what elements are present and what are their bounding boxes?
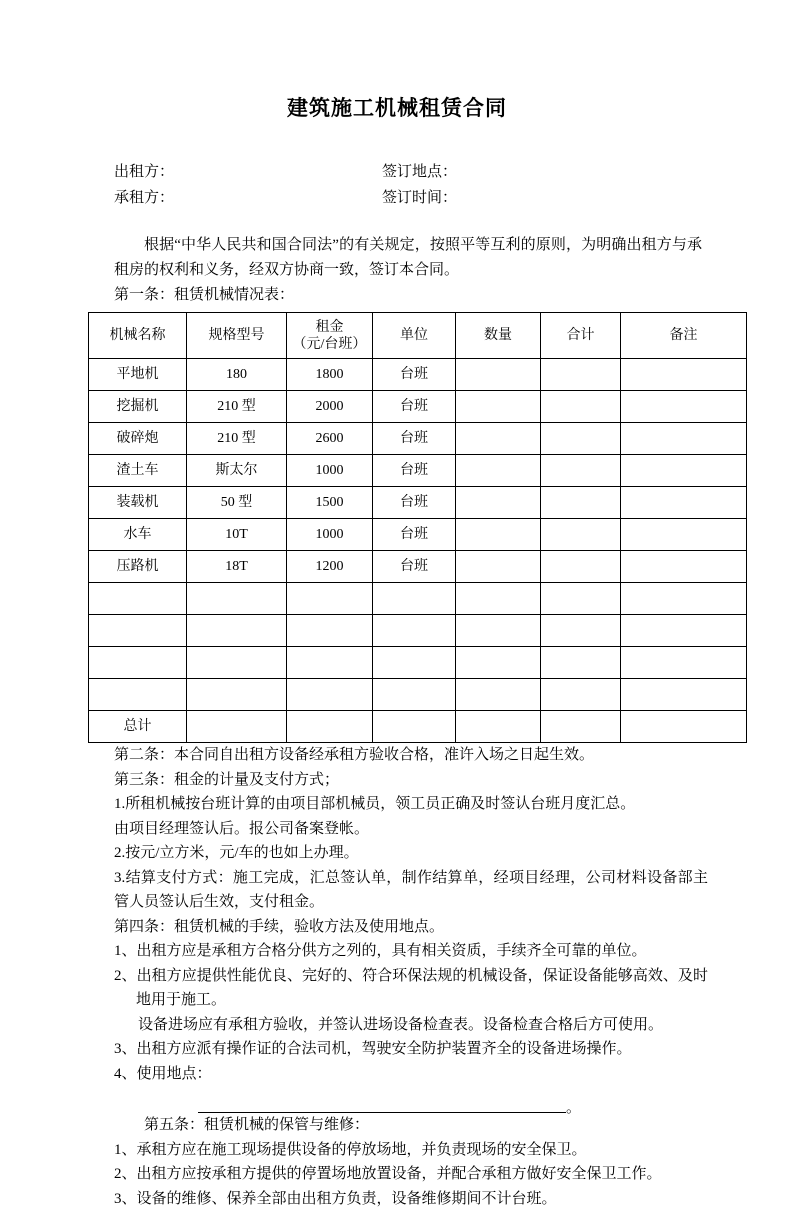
cell-summary-total[interactable] xyxy=(541,711,621,743)
cell-machine-name[interactable]: 破碎炮 xyxy=(89,423,187,455)
usage-location-period: 。 xyxy=(566,1100,582,1117)
clauses-body xyxy=(48,743,746,1086)
cell-rent[interactable]: 1000 xyxy=(287,519,373,551)
table-row xyxy=(89,615,747,647)
cell-spec[interactable]: 10T xyxy=(187,519,287,551)
clause-three-title: 第三条：租金的计量及支付方式； xyxy=(114,771,340,788)
cell-machine-name[interactable] xyxy=(89,615,187,647)
cell-qty[interactable] xyxy=(456,391,541,423)
cell-total[interactable] xyxy=(541,519,621,551)
cell-total[interactable] xyxy=(541,487,621,519)
clause-five-title: 第五条：租赁机械的保管与维修： xyxy=(144,1117,370,1134)
cell-remark[interactable] xyxy=(621,423,747,455)
cell-qty[interactable] xyxy=(456,679,541,711)
table-row xyxy=(89,519,747,551)
cell-machine-name[interactable]: 压路机 xyxy=(89,551,187,583)
cell-spec[interactable]: 18T xyxy=(187,551,287,583)
th-rent-line2: （元/台班） xyxy=(292,336,367,352)
cell-rent[interactable]: 1200 xyxy=(287,551,373,583)
table-row xyxy=(89,583,747,615)
rental-table-wrap xyxy=(48,312,746,743)
clause-three-item-2: 2.按元/立方米，元/车的也如上办理。 xyxy=(114,845,359,862)
cell-spec[interactable]: 斯太尔 xyxy=(187,455,287,487)
cell-remark[interactable] xyxy=(621,487,747,519)
cell-qty[interactable] xyxy=(456,647,541,679)
usage-location-input[interactable] xyxy=(198,1099,566,1113)
rental-machinery-table xyxy=(88,312,747,743)
cell-remark[interactable] xyxy=(621,583,747,615)
cell-remark[interactable] xyxy=(621,679,747,711)
th-rent xyxy=(287,313,373,359)
cell-unit[interactable] xyxy=(373,583,456,615)
clause-four-item-2: 2、出租方应提供性能优良、完好的、符合环保法规的机械设备，保证设备能够高效、及时地用于施工。 xyxy=(114,967,708,1009)
cell-machine-name[interactable]: 渣土车 xyxy=(89,455,187,487)
cell-rent[interactable]: 1500 xyxy=(287,487,373,519)
cell-remark[interactable] xyxy=(621,391,747,423)
clause-four-title: 第四条：租赁机械的手续，验收方法及使用地点。 xyxy=(114,918,445,935)
clause-three-item-1b: 由项目经理签认后。报公司备案登帐。 xyxy=(114,820,370,837)
clause-four-item-4: 4、使用地点： xyxy=(114,1065,212,1082)
cell-total[interactable] xyxy=(541,391,621,423)
party-header-block xyxy=(48,159,746,211)
cell-summary-label: 总计 xyxy=(89,711,187,743)
cell-unit[interactable]: 台班 xyxy=(373,423,456,455)
cell-summary-qty[interactable] xyxy=(456,711,541,743)
th-quantity: 数量 xyxy=(456,313,541,359)
cell-unit[interactable]: 台班 xyxy=(373,551,456,583)
cell-qty[interactable] xyxy=(456,519,541,551)
cell-rent[interactable] xyxy=(287,647,373,679)
cell-machine-name[interactable] xyxy=(89,647,187,679)
cell-summary-remark[interactable] xyxy=(621,711,747,743)
lessee-label: 承租方： xyxy=(114,190,175,207)
table-row xyxy=(89,423,747,455)
cell-qty[interactable] xyxy=(456,423,541,455)
cell-machine-name[interactable] xyxy=(89,583,187,615)
cell-total[interactable] xyxy=(541,551,621,583)
th-spec-model: 规格型号 xyxy=(187,313,287,359)
cell-unit[interactable] xyxy=(373,647,456,679)
clause-four-item-1: 1、出租方应是承租方合格分供方之列的，具有相关资质，手续齐全可靠的单位。 xyxy=(114,943,647,960)
cell-rent[interactable]: 2600 xyxy=(287,423,373,455)
cell-remark[interactable] xyxy=(621,615,747,647)
cell-unit[interactable]: 台班 xyxy=(373,455,456,487)
th-rent-line1: 租金 xyxy=(315,319,344,335)
clause-five-item-1: 1、承租方应在施工现场提供设备的停放场地，并负责现场的安全保卫。 xyxy=(114,1141,587,1158)
cell-machine-name[interactable]: 水车 xyxy=(89,519,187,551)
cell-qty[interactable] xyxy=(456,359,541,391)
cell-spec[interactable] xyxy=(187,583,287,615)
cell-total[interactable] xyxy=(541,679,621,711)
cell-rent[interactable] xyxy=(287,615,373,647)
table-row xyxy=(89,359,747,391)
clause-three-item-3: 3.结算支付方式：施工完成，汇总签认单，制作结算单，经项目经理，公司材料设备部主管人员签认后生效，支付租金。 xyxy=(114,869,708,911)
cell-rent[interactable] xyxy=(287,583,373,615)
cell-total[interactable] xyxy=(541,583,621,615)
party-row xyxy=(114,185,746,211)
signing-time-label: 签订时间： xyxy=(382,190,458,207)
cell-qty[interactable] xyxy=(456,551,541,583)
cell-summary-rent[interactable] xyxy=(287,711,373,743)
cell-machine-name[interactable] xyxy=(89,679,187,711)
clause-two: 第二条：本合同自出租方设备经承租方验收合格，准许入场之日起生效。 xyxy=(114,747,595,764)
page-title: 建筑施工机械租赁合同 xyxy=(287,97,507,120)
cell-total[interactable] xyxy=(541,455,621,487)
usage-location-fill-row xyxy=(48,1086,746,1117)
table-row xyxy=(89,455,747,487)
th-remark: 备注 xyxy=(621,313,747,359)
cell-spec[interactable]: 210 型 xyxy=(187,423,287,455)
table-row xyxy=(89,391,747,423)
table-row xyxy=(89,647,747,679)
cell-unit[interactable]: 台班 xyxy=(373,391,456,423)
cell-machine-name[interactable]: 挖掘机 xyxy=(89,391,187,423)
table-row xyxy=(89,551,747,583)
cell-spec[interactable]: 180 xyxy=(187,359,287,391)
lessor-label: 出租方： xyxy=(114,164,175,181)
cell-total[interactable] xyxy=(541,647,621,679)
intro-paragraph: 根据“中华人民共和国合同法”的有关规定，按照平等互利的原则，为明确出租方与承租房的权利和义务，经双方协商一致，签订本合同。 xyxy=(114,237,702,279)
cell-remark[interactable] xyxy=(621,455,747,487)
cell-rent[interactable]: 2000 xyxy=(287,391,373,423)
cell-qty[interactable] xyxy=(456,583,541,615)
table-summary-row xyxy=(89,711,747,743)
clause-four-item-2b: 设备进场应有承租方验收，并签认进场设备检查表。设备检查合格后方可使用。 xyxy=(138,1016,664,1033)
clause-five-body xyxy=(48,1113,746,1211)
clause-three-item-1: 1.所租机械按台班计算的由项目部机械员，领工员正确及时签认台班月度汇总。 xyxy=(114,796,636,813)
cell-total[interactable] xyxy=(541,359,621,391)
cell-total[interactable] xyxy=(541,423,621,455)
cell-summary-unit[interactable] xyxy=(373,711,456,743)
cell-qty[interactable] xyxy=(456,487,541,519)
cell-qty[interactable] xyxy=(456,455,541,487)
cell-unit[interactable]: 台班 xyxy=(373,359,456,391)
cell-spec[interactable] xyxy=(187,679,287,711)
cell-total[interactable] xyxy=(541,615,621,647)
signing-place-label: 签订地点： xyxy=(382,164,458,181)
th-total: 合计 xyxy=(541,313,621,359)
table-row xyxy=(89,487,747,519)
cell-rent[interactable]: 1000 xyxy=(287,455,373,487)
cell-remark[interactable] xyxy=(621,551,747,583)
cell-machine-name[interactable]: 装载机 xyxy=(89,487,187,519)
cell-remark[interactable] xyxy=(621,647,747,679)
clause-one-title: 第一条：租赁机械情况表： xyxy=(114,287,295,304)
cell-summary-spec[interactable] xyxy=(187,711,287,743)
cell-spec[interactable] xyxy=(187,647,287,679)
cell-spec[interactable]: 50 型 xyxy=(187,487,287,519)
th-machine-name: 机械名称 xyxy=(89,313,187,359)
table-header-row xyxy=(89,313,747,359)
clause-five-item-2: 2、出租方应按承租方提供的停置场地放置设备，并配合承租方做好安全保卫工作。 xyxy=(114,1166,662,1183)
cell-rent[interactable]: 1800 xyxy=(287,359,373,391)
cell-qty[interactable] xyxy=(456,615,541,647)
table-row xyxy=(89,679,747,711)
cell-spec[interactable]: 210 型 xyxy=(187,391,287,423)
cell-rent[interactable] xyxy=(287,679,373,711)
clause-four-item-3: 3、出租方应派有操作证的合法司机，驾驶安全防护装置齐全的设备进场操作。 xyxy=(114,1041,632,1058)
cell-unit[interactable]: 台班 xyxy=(373,519,456,551)
cell-spec[interactable] xyxy=(187,615,287,647)
cell-unit[interactable] xyxy=(373,615,456,647)
cell-unit[interactable] xyxy=(373,679,456,711)
th-unit: 单位 xyxy=(373,313,456,359)
cell-machine-name[interactable]: 平地机 xyxy=(89,359,187,391)
party-row xyxy=(114,159,746,185)
clause-five-item-3: 3、设备的维修、保养全部由出租方负责，设备维修期间不计台班。 xyxy=(114,1190,557,1207)
cell-unit[interactable]: 台班 xyxy=(373,487,456,519)
cell-remark[interactable] xyxy=(621,359,747,391)
cell-remark[interactable] xyxy=(621,519,747,551)
